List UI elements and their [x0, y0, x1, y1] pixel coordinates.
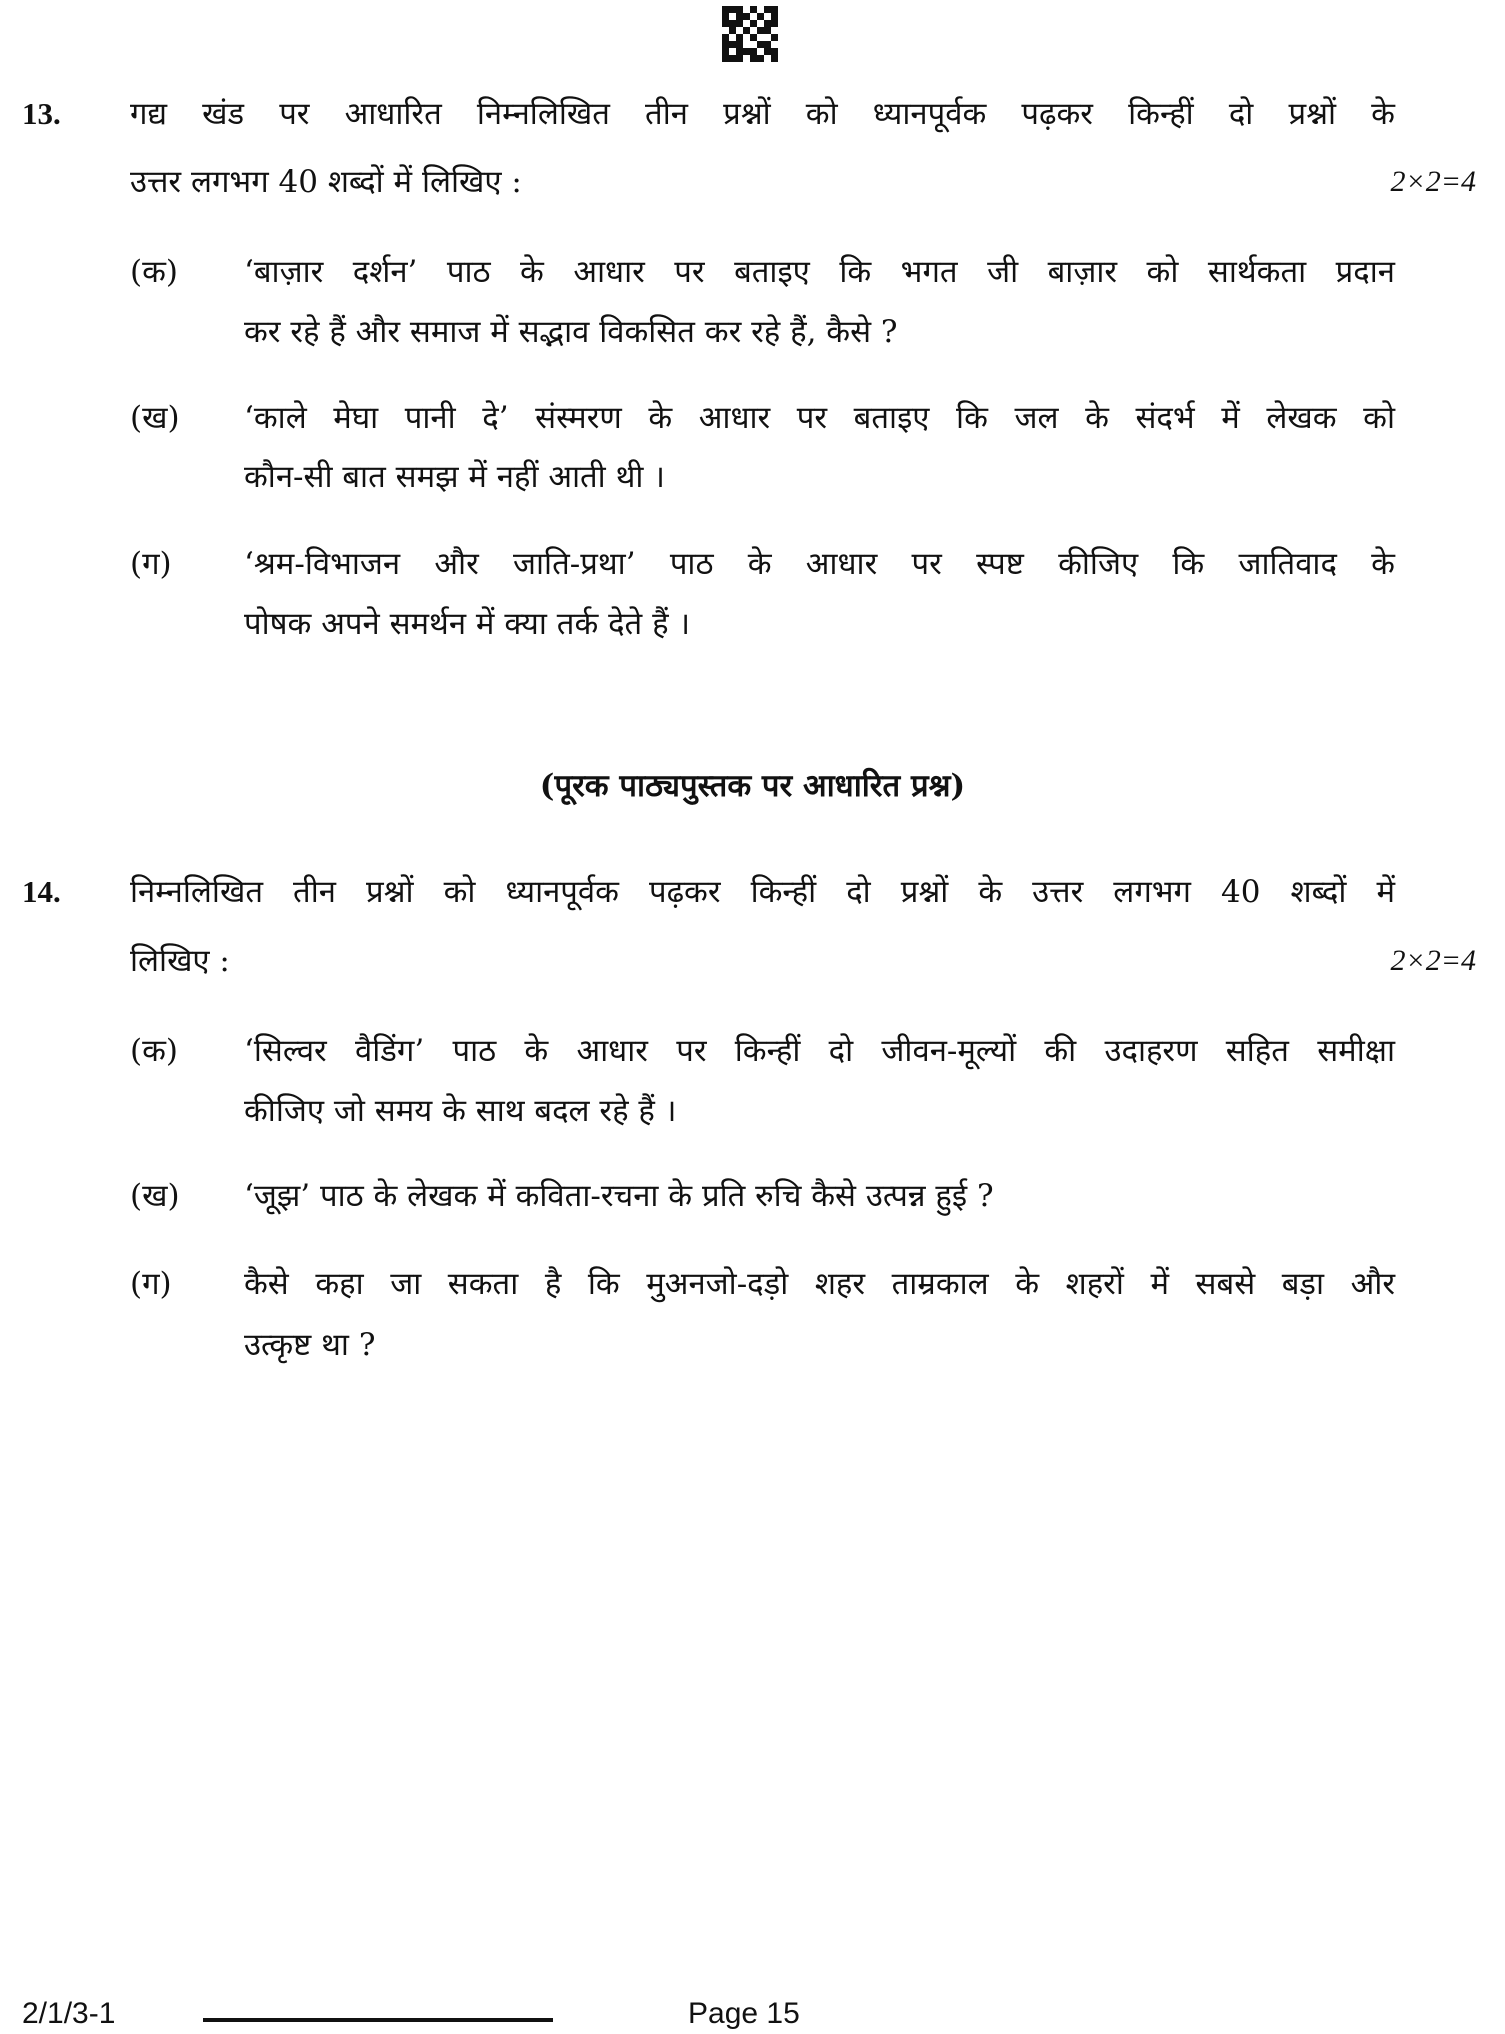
- part-text: पोषक अपने समर्थन में क्या तर्क देते हैं ।: [244, 606, 691, 642]
- part-label: (ग): [130, 546, 172, 582]
- marks: 2×2=4: [1390, 165, 1476, 198]
- question-number: 13.: [22, 96, 61, 131]
- page-number: Page 15: [688, 1997, 800, 2030]
- part-label: (क): [130, 254, 178, 290]
- question-text: गद्य खंड पर आधारित निम्नलिखित तीन प्रश्नों को ध्यानपूर्वक पढ़कर किन्हीं दो प्रश्नों के: [130, 96, 1395, 132]
- question-text: लिखिए :: [130, 943, 230, 979]
- part-label: (क): [130, 1033, 178, 1069]
- part-label: (ग): [130, 1266, 172, 1302]
- question-number: 14.: [22, 874, 61, 909]
- part-text: ‘काले मेघा पानी दे’ संस्मरण के आधार पर बताइए कि जल के संदर्भ में लेखक को: [244, 400, 1395, 436]
- part-label: (ख): [130, 400, 180, 436]
- part-text: ‘श्रम-विभाजन और जाति-प्रथा’ पाठ के आधार पर स्पष्ट कीजिए कि जातिवाद के: [244, 546, 1395, 582]
- part-text: कर रहे हैं और समाज में सद्भाव विकसित कर रहे हैं, कैसे ?: [244, 314, 898, 350]
- footer-divider: [203, 2018, 553, 2022]
- part-text: कीजिए जो समय के साथ बदल रहे हैं ।: [244, 1093, 677, 1129]
- section-heading: (पूरक पाठ्यपुस्तक पर आधारित प्रश्न): [539, 768, 966, 804]
- marks: 2×2=4: [1390, 944, 1476, 977]
- part-text: उत्कृष्ट था ?: [244, 1327, 376, 1363]
- paper-code: 2/1/3-1: [22, 1997, 116, 2030]
- qr-code-icon: [722, 6, 778, 62]
- question-text: उत्तर लगभग 40 शब्दों में लिखिए :: [130, 164, 522, 200]
- part-text: ‘जूझ’ पाठ के लेखक में कविता-रचना के प्रति रुचि कैसे उत्पन्न हुई ?: [244, 1178, 994, 1214]
- part-text: कौन-सी बात समझ में नहीं आती थी ।: [244, 459, 666, 495]
- part-text: कैसे कहा जा सकता है कि मुअनजो-दड़ो शहर ताम्रकाल के शहरों में सबसे बड़ा और: [244, 1266, 1395, 1302]
- part-text: ‘सिल्वर वैडिंग’ पाठ के आधार पर किन्हीं दो जीवन-मूल्यों की उदाहरण सहित समीक्षा: [244, 1033, 1395, 1069]
- part-label: (ख): [130, 1178, 180, 1214]
- part-text: ‘बाज़ार दर्शन’ पाठ के आधार पर बताइए कि भगत जी बाज़ार को सार्थकता प्रदान: [244, 254, 1395, 290]
- question-text: निम्नलिखित तीन प्रश्नों को ध्यानपूर्वक पढ़कर किन्हीं दो प्रश्नों के उत्तर लगभग 40 शब्दों में: [130, 874, 1395, 910]
